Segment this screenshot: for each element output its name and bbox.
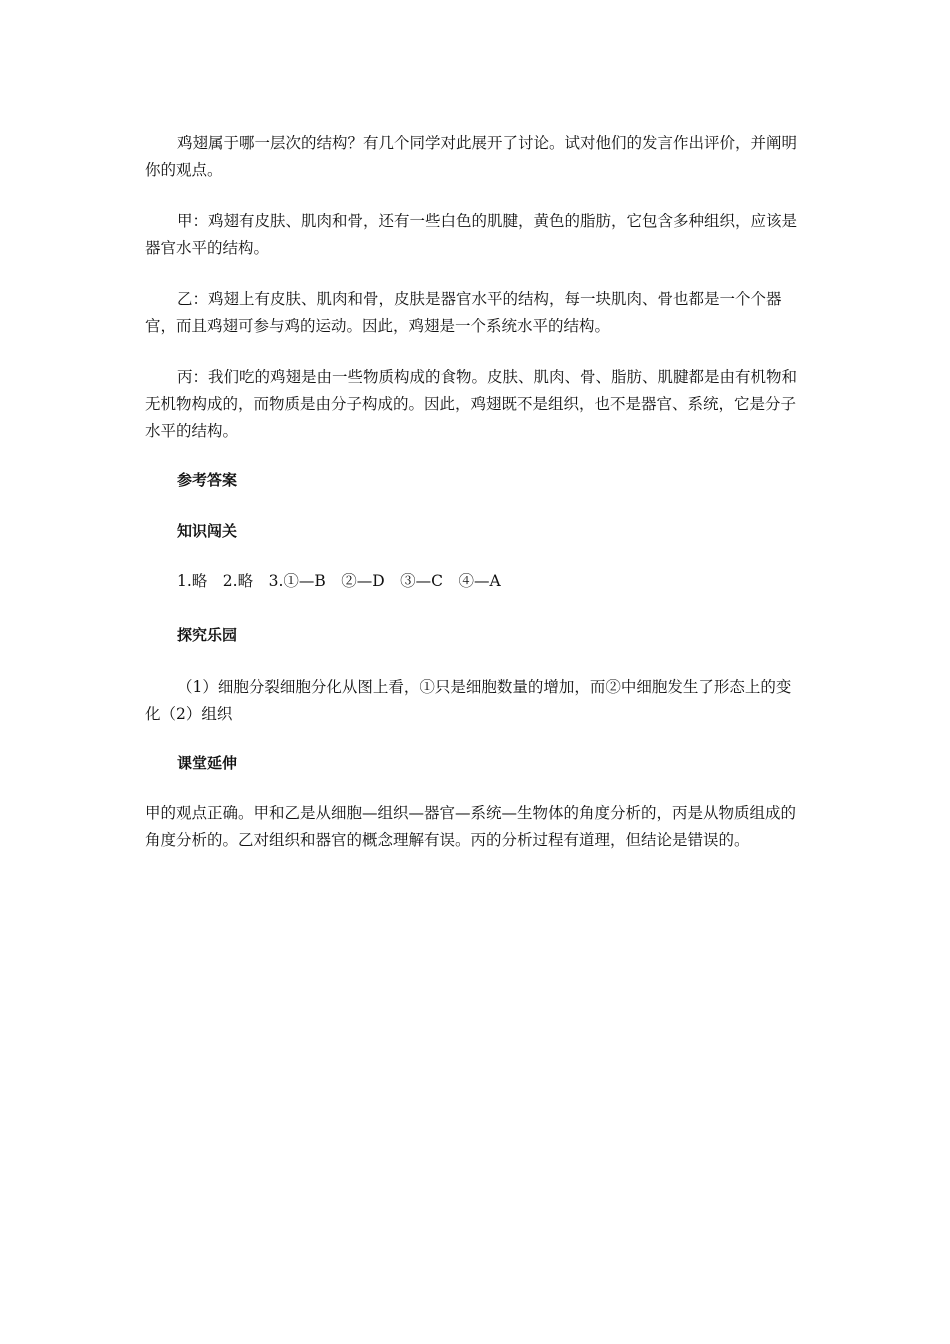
statement-jia: 甲：鸡翅有皮肤、肌肉和骨，还有一些白色的肌腱，黄色的脂肪，它包含多种组织，应该是器官水平的结构。	[145, 212, 798, 257]
question-intro: 鸡翅属于哪一层次的结构？有几个同学对此展开了讨论。试对他们的发言作出评价，并阐明你的观点。	[145, 134, 798, 179]
section-title-knowledge: 知识闯关	[177, 522, 238, 540]
section-text-extension: 甲的观点正确。甲和乙是从细胞—组织—器官—系统—生物体的角度分析的，丙是从物质组成的角度分析的。乙对组织和器官的概念理解有误。丙的分析过程有道理，但结论是错误的。	[145, 804, 797, 849]
section-title-explore: 探究乐园	[177, 626, 238, 644]
section-text-knowledge: 1.略 2.略 3.①—B ②—D ③—C ④—A	[177, 572, 501, 590]
section-title-extension: 课堂延伸	[177, 754, 238, 772]
answers-title: 参考答案	[177, 471, 238, 489]
statement-bing: 丙：我们吃的鸡翅是由一些物质构成的食物。皮肤、肌肉、骨、脂肪、肌腱都是由有机物和无机物构成的，而物质是由分子构成的。因此，鸡翅既不是组织，也不是器官、系统，它是分子水平的结构。	[145, 368, 798, 440]
statement-yi: 乙：鸡翅上有皮肤、肌肉和骨，皮肤是器官水平的结构，每一块肌肉、骨也都是一个个器官，而且鸡翅可参与鸡的运动。因此，鸡翅是一个系统水平的结构。	[145, 290, 782, 335]
section-text-explore: （1）细胞分裂细胞分化从图上看，①只是细胞数量的增加，而②中细胞发生了形态上的变化（2）组织	[145, 678, 792, 723]
